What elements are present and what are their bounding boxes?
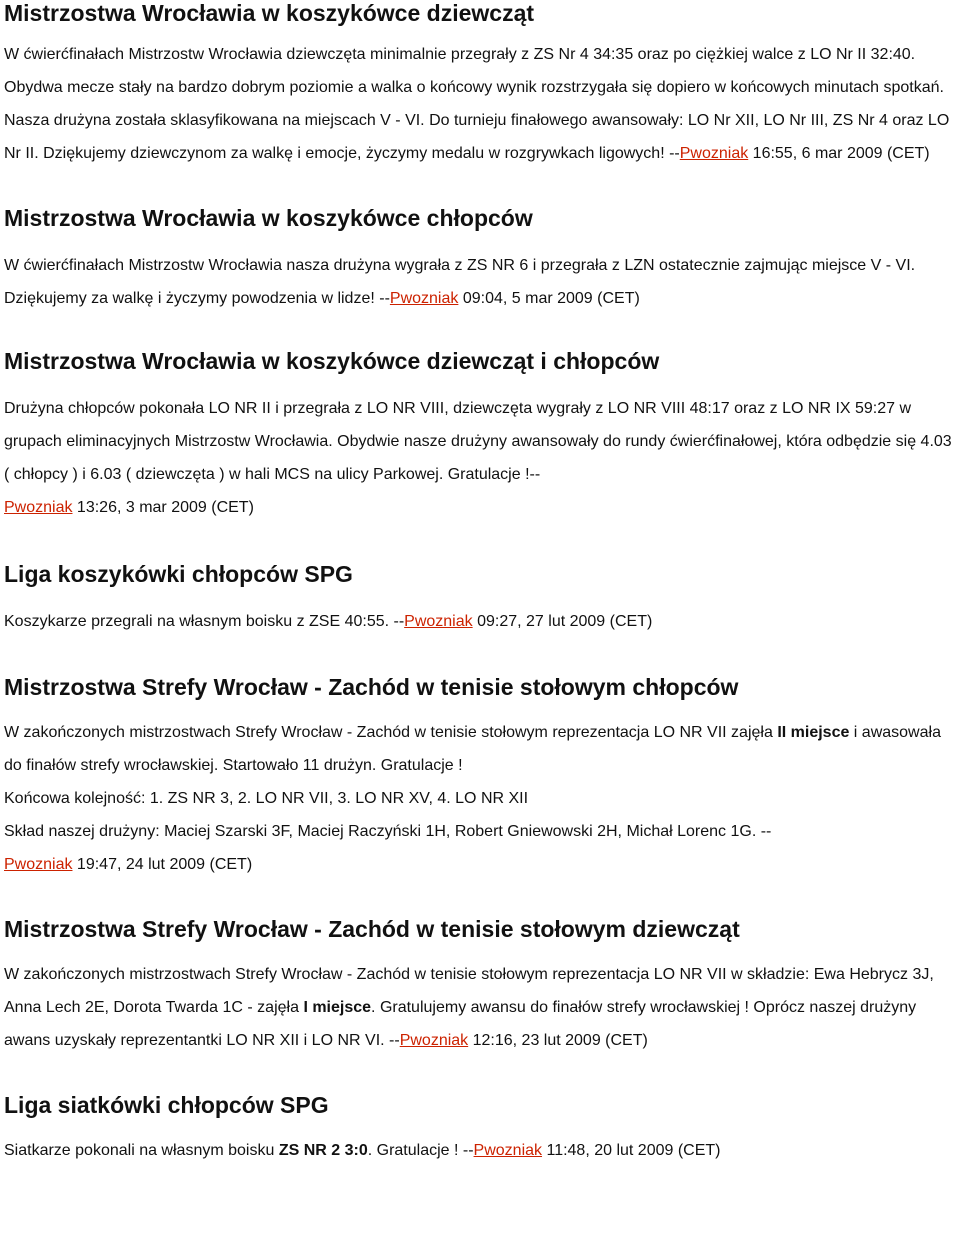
news-body: W ćwierćfinałach Mistrzostw Wrocławia dziewczęta minimalnie przegrały z ZS Nr 4 34:35 oraz po ciężkiej walce z LO Nr II 32:40. Obydwa mecze stały na bardzo dobrym poziomie a walka o końcowy wynik rozstrzygała się dopiero w końcowych minutach spotkań. Nasza drużyna została sklasyfikowana na miejscach V - VI. Do turnieju finałowego awansowały: LO Nr XII, LO Nr III, ZS Nr 4 oraz LO Nr II. Dziękujemy dziewczynom za walkę i emocje, życzymy medalu w rozgrywkach ligowych! --Pwozniak 16:55, 6 mar 2009 (CET) xyxy=(4,46,950,162)
timestamp: 11:48, 20 lut 2009 (CET) xyxy=(542,1142,721,1159)
news-item xyxy=(4,561,954,638)
news-item xyxy=(4,348,954,524)
author-link[interactable]: Pwozniak xyxy=(473,1142,543,1159)
author-link[interactable]: Pwozniak xyxy=(404,613,473,630)
news-item xyxy=(4,674,954,881)
author-link[interactable]: Pwozniak xyxy=(679,145,749,162)
news-body: Koszykarze przegrali na własnym boisku z ZSE 40:55. --Pwozniak 09:27, 27 lut 2009 (CET) xyxy=(4,613,653,630)
results-line: Końcowa kolejność: 1. ZS NR 3, 2. LO NR VII, 3. LO NR XV, 4. LO NR XII xyxy=(4,790,529,807)
news-item xyxy=(4,916,954,1057)
news-body: Siatkarze pokonali na własnym boisku ZS NR 2 3:0. Gratulacje ! --Pwozniak 11:48, 20 lut 2009 (CET) xyxy=(4,1142,721,1159)
news-title: Liga koszykówki chłopców SPG xyxy=(4,561,353,587)
author-link[interactable]: Pwozniak xyxy=(4,499,73,516)
author-link[interactable]: Pwozniak xyxy=(389,290,459,307)
news-title: Mistrzostwa Wrocławia w koszykówce dziewcząt xyxy=(4,0,535,26)
news-item xyxy=(4,205,954,315)
timestamp: 12:16, 23 lut 2009 (CET) xyxy=(468,1032,648,1049)
news-item xyxy=(4,1092,954,1167)
timestamp: 19:47, 24 lut 2009 (CET) xyxy=(72,856,253,873)
news-title: Mistrzostwa Strefy Wrocław - Zachód w tenisie stołowym dziewcząt xyxy=(4,916,740,942)
news-title: Liga siatkówki chłopców SPG xyxy=(4,1092,329,1118)
news-item xyxy=(4,0,954,170)
news-body: W zakończonych mistrzostwach Strefy Wrocław - Zachód w tenisie stołowym reprezentacja LO NR VII w składzie: Ewa Hebrycz 3J, Anna Lech 2E, Dorota Twarda 1C - zajęła I miejsce. Gratulujemy awansu do finałów strefy wrocławskiej ! Oprócz naszej drużyny awans uzyskały reprezentantki LO NR XII i LO NR VI. --Pwozniak 12:16, 23 lut 2009 (CET) xyxy=(4,966,934,1049)
news-body: Drużyna chłopców pokonała LO NR II i przegrała z LO NR VIII, dziewczęta wygrały z LO NR VIII 48:17 oraz z LO NR IX 59:27 w grupach eliminacyjnych Mistrzostw Wrocławia. Obydwie nasze drużyny awansowały do rundy ćwierćfinałowej, która odbędzie się 4.03 ( chłopcy ) i 6.03 ( dziewczęta ) w hali MCS na ulicy Parkowej. Gratulacje !-- Pwozniak 13:26, 3 mar 2009 (CET) xyxy=(4,400,952,516)
timestamp: 13:26, 3 mar 2009 (CET) xyxy=(72,499,254,516)
timestamp: 09:27, 27 lut 2009 (CET) xyxy=(472,613,653,630)
news-body: W zakończonych mistrzostwach Strefy Wrocław - Zachód w tenisie stołowym reprezentacja LO NR VII zajęła II miejsce i awasowała do finałów strefy wrocławskiej. Startowało 11 drużyn. Gratulacje ! xyxy=(4,724,941,774)
timestamp: 16:55, 6 mar 2009 (CET) xyxy=(748,145,930,162)
author-link[interactable]: Pwozniak xyxy=(399,1032,469,1049)
news-title: Mistrzostwa Wrocławia w koszykówce chłopców xyxy=(4,205,533,231)
team-line: Skład naszej drużyny: Maciej Szarski 3F, Maciej Raczyński 1H, Robert Gniewowski 2H, Michał Lorenc 1G. -- Pwozniak 19:47, 24 lut 2009 (CET) xyxy=(4,823,772,873)
news-title: Mistrzostwa Strefy Wrocław - Zachód w tenisie stołowym chłopców xyxy=(4,674,739,700)
author-link[interactable]: Pwozniak xyxy=(4,856,73,873)
news-title: Mistrzostwa Wrocławia w koszykówce dziewcząt i chłopców xyxy=(4,348,660,374)
timestamp: 09:04, 5 mar 2009 (CET) xyxy=(458,290,640,307)
news-body: W ćwierćfinałach Mistrzostw Wrocławia nasza drużyna wygrała z ZS NR 6 i przegrała z LZN ostatecznie zajmując miejsce V - VI. Dziękujemy za walkę i życzymy powodzenia w lidze! --Pwozniak 09:04, 5 mar 2009 (CET) xyxy=(4,257,916,307)
